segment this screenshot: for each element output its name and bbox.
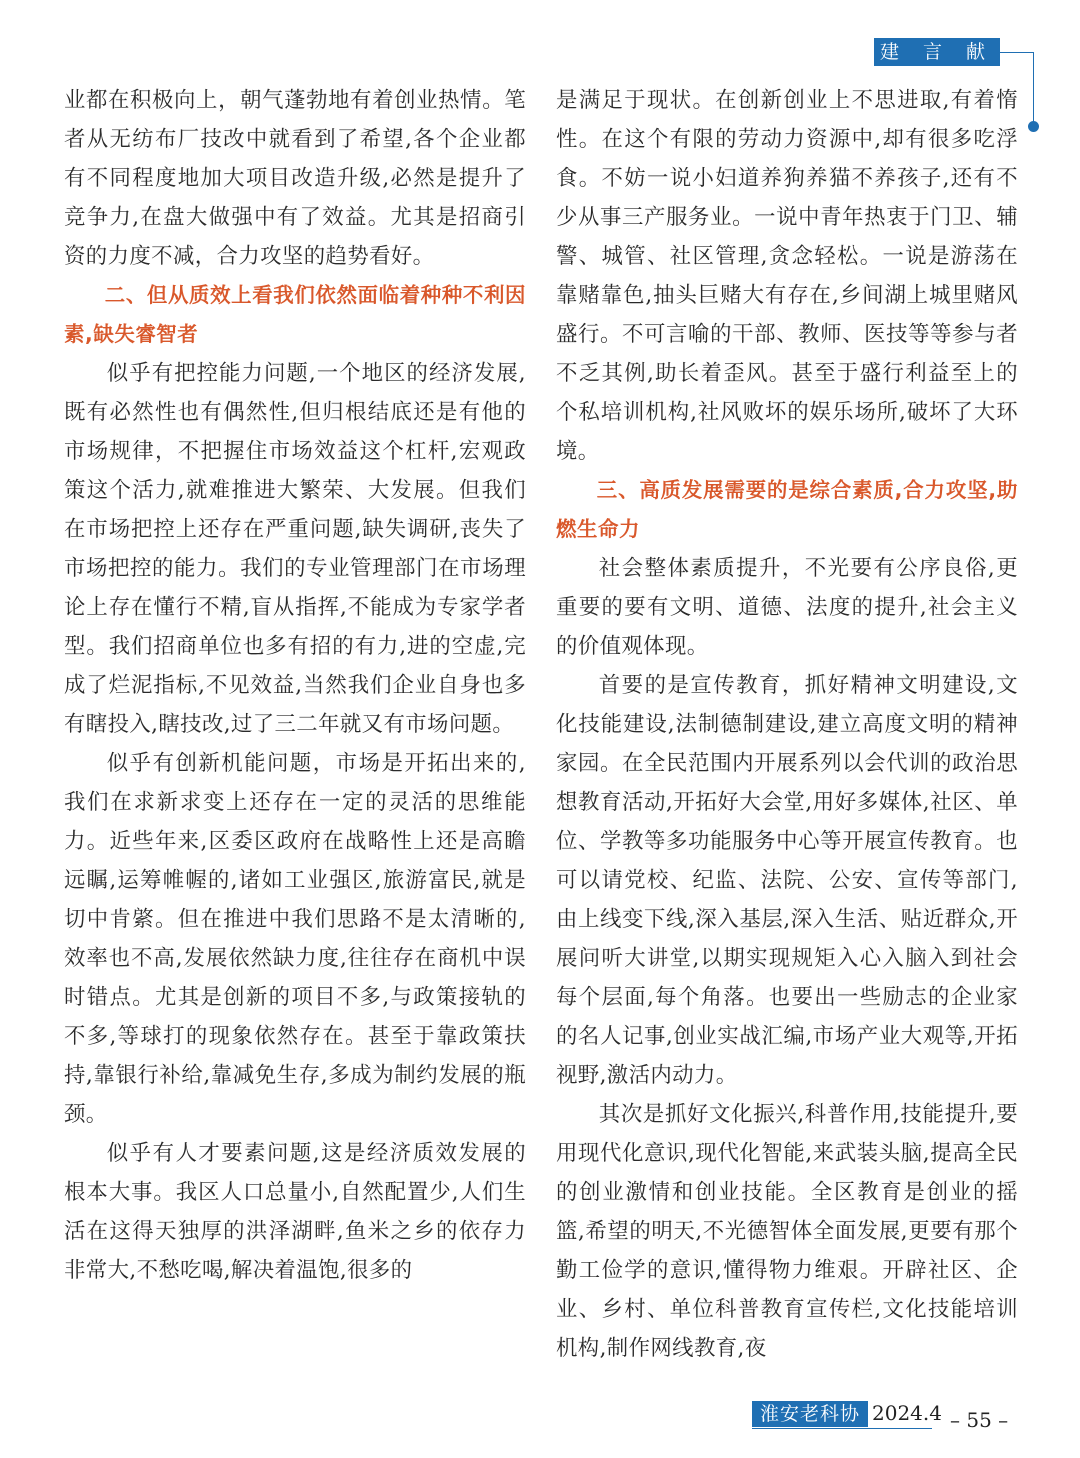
body-paragraph: 似乎有人才要素问题,这是经济质效发展的根本大事。我区人口总量小,自然配置少,人们生活在这得天独厚的洪泽湖畔,鱼米之乡的依存力非常大,不愁吃喝,解决着温饱,很多的 [64, 1141, 526, 1283]
body-paragraph: 其次是抓好文化振兴,科普作用,技能提升,要用现代化意识,现代化智能,来武装头脑,提高全民的创业激情和创业技能。全区教育是创业的摇篮,希望的明天,不光德智体全面发展,更要有那个勤工俭学的意识,懂得物力维艰。开辟社区、企业、乡村、单位科普教育宣传栏,文化技能培训机构,制作网线教育,夜 [556, 1102, 1018, 1361]
section-heading: 三、高质发展需要的是综合素质,合力攻坚,助燃生命力 [556, 478, 1018, 541]
body-paragraph: 似乎有把控能力问题,一个地区的经济发展,既有必然性也有偶然性,但归根结底还是有他的市场规律，不把握住市场效益这个杠杆,宏观政策这个活力,就难推进大繁荣、大发展。但我们在市场把控上还存在严重问题,缺失调研,丧失了市场把控的能力。我们的专业管理部门在市场理论上存在懂行不精,盲从指挥,不能成为专家学者型。我们招商单位也多有招的有力,进的空虚,完成了烂泥指标,不见效益,当然我们企业自身也多有瞎投入,瞎技改,过了三二年就又有市场问题。 [64, 361, 526, 737]
left-column [64, 81, 526, 1290]
body-paragraph: 社会整体素质提升，不光要有公序良俗,更重要的要有文明、道德、法度的提升,社会主义的价值观体现。 [556, 556, 1018, 659]
issue-number: 2024.4 [872, 1401, 942, 1425]
tag-connector-line-vertical [1033, 52, 1034, 126]
page-number: – 55 – [950, 1408, 1009, 1432]
body-paragraph: 似乎有创新机能问题，市场是开拓出来的,我们在求新求变上还存在一定的灵活的思维能力。近些年来,区委区政府在战略性上还是高瞻远瞩,运筹帷幄的,诸如工业强区,旅游富民,就是切中肯綮。但在推进中我们思路不是太清晰的,效率也不高,发展依然缺力度,往往存在商机中误时错点。尤其是创新的项目不多,与政策接轨的不多,等球打的现象依然存在。甚至于靠政策扶持,靠银行补给,靠减免生存,多成为制约发展的瓶颈。 [64, 751, 526, 1127]
tag-dot-icon [1028, 121, 1039, 132]
body-paragraph: 业都在积极向上，朝气蓬勃地有着创业热情。笔者从无纺布厂技改中就看到了希望,各个企业都有不同程度地加大项目改造升级,必然是提升了竞争力,在盘大做强中有了效益。尤其是招商引资的力度不减，合力攻坚的趋势看好。 [64, 88, 526, 269]
section-heading: 二、但从质效上看我们依然面临着种种不利因素,缺失睿智者 [64, 283, 526, 346]
section-tag: 建 言 献 策 [874, 38, 1000, 66]
tag-connector-line [1000, 52, 1034, 53]
body-paragraph: 首要的是宣传教育，抓好精神文明建设,文化技能建设,法制德制建设,建立高度文明的精神家园。在全民范围内开展系列以会代训的政治思想教育活动,开拓好大会堂,用好多媒体,社区、单位、学教等多功能服务中心等开展宣传教育。也可以请党校、纪监、法院、公安、宣传等部门,由上线变下线,深入基层,深入生活、贴近群众,开展问听大讲堂,以期实现规矩入心入脑入到社会每个层面,每个角落。也要出一些励志的企业家的名人记事,创业实战汇编,市场产业大观等,开拓视野,激活内动力。 [556, 673, 1018, 1088]
right-column [556, 81, 1018, 1368]
footer-rule [752, 1428, 932, 1429]
journal-name: 淮安老科协 [752, 1401, 868, 1427]
body-paragraph: 是满足于现状。在创新创业上不思进取,有着惰性。在这个有限的劳动力资源中,却有很多吃浮食。不妨一说小妇道养狗养猫不养孩子,还有不少从事三产服务业。一说中青年热衷于门卫、辅警、城管、社区管理,贪念轻松。一说是游荡在靠赌靠色,抽头巨赌大有存在,乡间湖上城里赌风盛行。不可言喻的干部、教师、医技等等参与者不乏其例,助长着歪风。甚至于盛行利益至上的个私培训机构,社风败坏的娱乐场所,破坏了大环境。 [556, 88, 1018, 464]
